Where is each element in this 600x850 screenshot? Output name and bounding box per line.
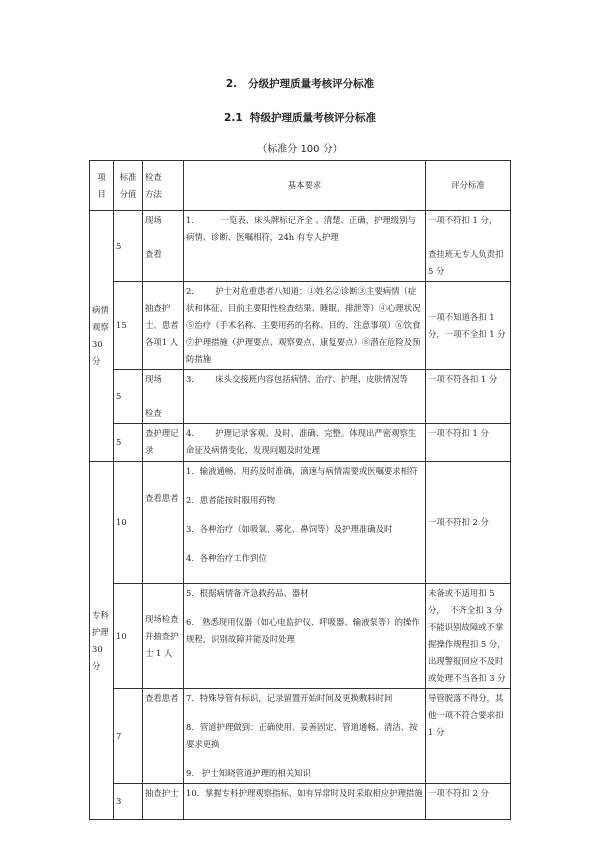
row-requirement xyxy=(184,584,426,689)
requirement-line: 3．各种治疗（如吸氧、雾化、鼻饲等）及护理准确及时 xyxy=(186,524,393,534)
row-criteria: 一项不符扣 2 分 xyxy=(426,784,511,820)
row-method: 抽查护士、患者各项1 人 xyxy=(143,282,184,370)
requirement-line: 1．输液通畅、用药及时准确，滴速与病情需要或医嘱要求相符 xyxy=(186,466,418,476)
row-score: 5 xyxy=(114,424,143,462)
row-criteria: 一项不符扣 1 分 xyxy=(426,424,511,462)
row-criteria: 一项不符各扣 1 分 xyxy=(426,370,511,424)
requirement-line: 8．管道护理做到：正确使用、妥善固定、管道通畅、清洁、按要求更换 xyxy=(186,722,418,749)
row-method: 查看患者 xyxy=(143,689,184,784)
row-score: 3 xyxy=(114,784,143,820)
criteria-line: 未备或不适用扣 5 分， 不齐全扣 3 分 xyxy=(428,588,503,615)
table-row xyxy=(90,462,511,584)
row-score: 15 xyxy=(114,282,143,370)
row-requirement: 1. 一览表、床头牌标记齐全 、清楚、正确，护理级别与病情、诊断、医嘱相符，24h 有专人护理 xyxy=(184,211,426,282)
row-score: 10 xyxy=(114,462,143,584)
requirement-line: 9. 护士知晓管道护理的相关知识 xyxy=(186,768,311,778)
row-score: 10 xyxy=(114,584,143,689)
table-row xyxy=(90,424,511,462)
row-criteria: 一项不知道各扣 1 分，一项不全扣 1 分 xyxy=(426,282,511,370)
table-row xyxy=(90,370,511,424)
section-heading: 2. 分级护理质量考核评分标准 xyxy=(225,78,375,90)
row-criteria: 导管脱落不得分，其他一项不符合要求扣1 分 xyxy=(426,689,511,784)
row-requirement: 2. 护士对危重患者八知道：①姓名②诊断③主要病情（症状和体征、目前主要阳性检查结果、睡眠、排泄等）④心理状况⑤治疗（手术名称、主要用药的名称、目的、注意事项）⑥饮食⑦护理措施（护理要点、观察要点、康复要点）⑧潜在危险及预防措施 xyxy=(184,282,426,370)
total-score-note: （标准分 100 分） xyxy=(257,144,343,155)
row-requirement: 10．掌握专科护理观察指标，如有异常时及时采取相应护理措施 xyxy=(184,784,426,820)
table-row xyxy=(90,689,511,784)
row-score: 5 xyxy=(114,211,143,282)
requirement-line: 2．患者能按时服用药物 xyxy=(186,495,276,505)
requirement-line: 5．根据病情备齐急救药品、器材 xyxy=(186,588,309,598)
row-requirement xyxy=(184,689,426,784)
header-method: 检查 方法 xyxy=(143,161,184,211)
requirement-line: 7．特殊导管有标识，记录留置开始时间及更换敷料时间 xyxy=(186,693,393,703)
row-method: 现场 查看 xyxy=(143,211,184,282)
row-method: 查看患者 xyxy=(143,462,184,584)
row-requirement xyxy=(184,462,426,584)
row-criteria: 一项不符扣 2 分 xyxy=(426,462,511,584)
row-method: 查护理记录 xyxy=(143,424,184,462)
table-row xyxy=(90,584,511,689)
table-row xyxy=(90,211,511,282)
section-name: 专科 护理 30 分 xyxy=(90,462,114,820)
requirement-line: 6. 熟悉现用仪器（如心电监护仪、呼吸器、输液泵等）的操作规程，识别故障并能及时处理 xyxy=(186,617,420,644)
row-criteria: 一项不符扣 1 分， 查挂班无专人负责扣 5 分 xyxy=(426,211,511,282)
row-requirement: 3. 床头交接班内容包括病情、治疗、护理、皮肤情况等 xyxy=(184,370,426,424)
subsection-heading: 2.1 特级护理质量考核评分标准 xyxy=(224,112,376,124)
row-method: 现场检查并抽查护士 1 人 xyxy=(143,584,184,689)
row-criteria xyxy=(426,584,511,689)
requirement-line: 4．各种治疗工作到位 xyxy=(186,553,267,563)
section-name: 病情 观察 30 分 xyxy=(90,211,114,462)
table-row xyxy=(90,282,511,370)
grading-table xyxy=(89,160,511,820)
row-score: 7 xyxy=(114,689,143,784)
row-requirement: 4. 护理记录客观、及时、准确、完整。体现出严密观察生命征及病情变化、发现问题及时处理 xyxy=(184,424,426,462)
header-requirements: 基本要求 xyxy=(184,161,426,211)
criteria-line: 不能识别故障或不掌握操作规程扣 5 分，出现警报回应不及时或处理不当各扣 3 分 xyxy=(428,622,506,683)
row-method: 抽查护士 xyxy=(143,784,184,820)
header-item: 项 目 xyxy=(90,161,114,211)
header-score: 标准 分值 xyxy=(114,161,143,211)
row-method: 现场 检查 xyxy=(143,370,184,424)
header-criteria: 评分标准 xyxy=(426,161,511,211)
table-header-row xyxy=(90,161,511,211)
row-score: 5 xyxy=(114,370,143,424)
table-row xyxy=(90,784,511,820)
